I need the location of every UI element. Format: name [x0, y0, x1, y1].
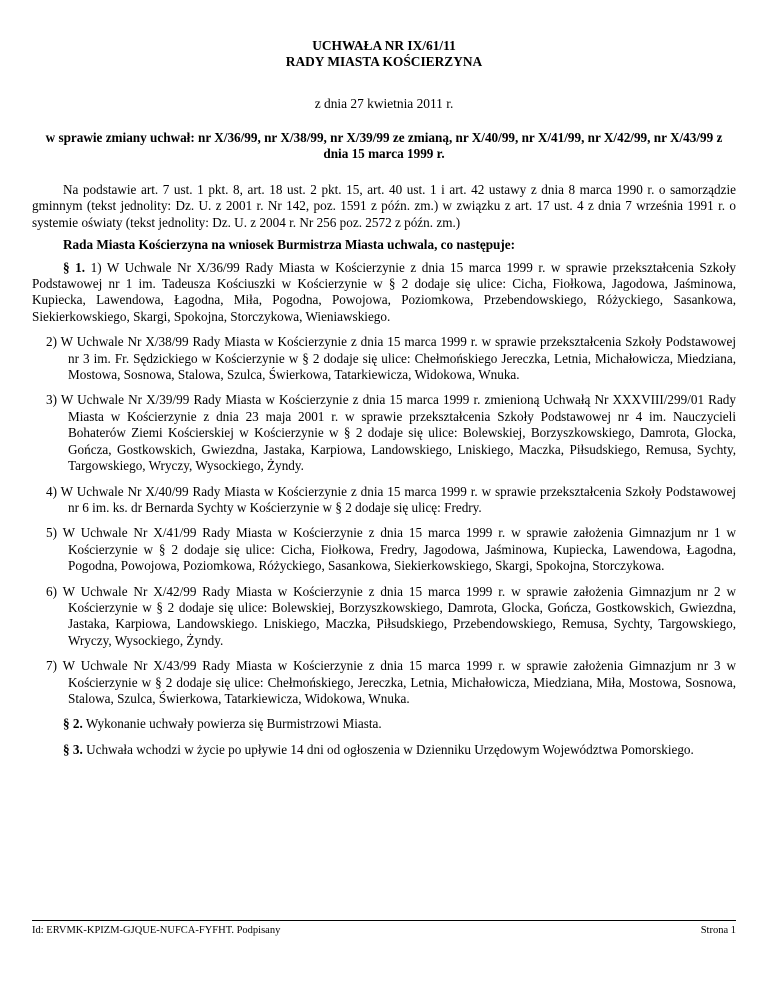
resolution-subject: w sprawie zmiany uchwał: nr X/36/99, nr X/38/99, nr X/39/99 ze zmianą, nr X/40/99, nr X/41/99, nr X/42/99, nr X/43/99 z dnia 15 marca 1999 r. — [45, 130, 723, 162]
list-item: 4) W Uchwale Nr X/40/99 Rady Miasta w Kościerzynie z dnia 15 marca 1999 r. w sprawie przekształcenia Szkoły Podstawowej nr 6 im. ks. dr Bernarda Sychty w Kościerzynie w § 2 dodaje się ulicę: Fredry. — [46, 483, 736, 515]
paragraph-2-label: § 2. — [63, 716, 83, 732]
paragraph-2-text: Wykonanie uchwały powierza się Burmistrzowi Miasta. — [85, 716, 382, 732]
paragraph-3 — [32, 742, 736, 758]
resolution-date: z dnia 27 kwietnia 2011 r. — [314, 96, 454, 111]
footer-divider — [32, 920, 736, 921]
paragraph-1 — [32, 260, 736, 326]
paragraph-1-label: § 1. — [63, 259, 86, 275]
resolves-statement: Rada Miasta Kościerzyna na wniosek Burmistrza Miasta uchwala, co następuje: — [63, 237, 516, 253]
paragraph-2 — [32, 716, 736, 732]
document-id: Id: ERVMK-KPIZM-GJQUE-NUFCA-FYFHT. Podpisany — [32, 925, 281, 936]
legal-basis: Na podstawie art. 7 ust. 1 pkt. 8, art. 18 ust. 2 pkt. 15, art. 40 ust. 1 i art. 42 ustawy z dnia 8 marca 1990 r. o samorządzie gminnym (tekst jednolity: Dz. U. z 2001 r. Nr 142, poz. 1591 z późn. zm.) w związku z art. 17 ust. 4 z dnia 7 września 1991 r. o systemie oświaty (tekst jednolity: Dz. U. z 2004 r. Nr 256 poz. 2572 z późn. zm.) — [32, 182, 736, 230]
resolution-body — [32, 182, 736, 758]
list-item: 7) W Uchwale Nr X/43/99 Rady Miasta w Kościerzynie z dnia 15 marca 1999 r. w sprawie założenia Gimnazjum nr 3 w Kościerzynie w § 2 dodaje się ulice: Chełmońskiego, Jereczka, Letnia, Michałowicza, Miedziana, Miła, Mostowa, Sosnowa, Stalowa, Szulca, Świerkowa, Tatarkiewicza, Widokowa, Wnuka. — [46, 658, 736, 706]
list-item: 6) W Uchwale Nr X/42/99 Rady Miasta w Kościerzynie z dnia 15 marca 1999 r. w sprawie założenia Gimnazjum nr 2 w Kościerzynie w § 2 dodaje się ulice: Bolewskiej, Borzyszkowskiego, Damrota, Glocka, Gończa, Gostkowskich, Gwiezdna, Jastaka, Karpiowa, Landowskiego. Lniskiego, Maczka, Piłsudskiego, Przebendowskiego, Remusa, Sychty, Targowskiego, Wryczy, Wysockiego, Żyndy. — [46, 583, 736, 648]
title-line-2: RADY MIASTA KOŚCIERZYNA — [285, 54, 483, 69]
paragraph-3-label: § 3. — [63, 741, 83, 757]
list-item: 5) W Uchwale Nr X/41/99 Rady Miasta w Kościerzynie z dnia 15 marca 1999 r. w sprawie założenia Gimnazjum nr 1 w Kościerzynie w § 2 dodaje się ulice: Cicha, Fiołkowa, Fredry, Jagodowa, Jaśminowa, Kupiecka, Lawendowa, Łagodna, Pogodna, Powojowa, Poziomkowa, Różyckiego, Sasankowa, Siekierkowskiego, Skargi, Spokojna, Storczykowa. — [46, 525, 736, 574]
list-item: 3) W Uchwale Nr X/39/99 Rady Miasta w Kościerzynie z dnia 15 marca 1999 r. zmienioną Uchwałą Nr XXXVIII/299/01 Rady Miasta w Kościerzynie z dnia 23 maja 2001 r. w sprawie przekształcenia Szkoły Podstawowej nr 4 im. Nauczycieli Bohaterów Ziemi Kościerskiej w Kościerzynie w § 2 dodaje się ulice: Bolewskiej, Borzyszkowskiego, Damrota, Glocka, Gończa, Gostkowskich, Gwiezdna, Jastaka, Karpiowa, Landowskiego, Lniskiego, Maczka, Piłsudskiego, Remusa, Sychty, Targowskiego, Wryczy, Wysockiego, Żyndy. — [46, 392, 736, 474]
resolution-title — [0, 38, 768, 70]
page-number: Strona 1 — [700, 925, 736, 936]
title-line-1: UCHWAŁA NR IX/61/11 — [312, 38, 456, 53]
paragraph-1-item-1: 1) W Uchwale Nr X/36/99 Rady Miasta w Kościerzynie z dnia 15 marca 1999 r. w sprawie przekształcenia Szkoły Podstawowej nr 1 im. Tadeusza Kościuszki w Kościerzynie w § 2 dodaje się ulice: Cicha, Fiołkowa, Jagodowa, Jaśminowa, Kupiecka, Lawendowa, Łagodna, Miła, Pogodna, Powojowa, Poziomkowa, Przebendowskiego, Różyckiego, Sasankowa, Siekierkowskiego, Skargi, Spokojna, Storczykowa, Wieniawskiego. — [32, 259, 737, 324]
paragraph-3-text: Uchwała wchodzi w życie po upływie 14 dni od ogłoszenia w Dzienniku Urzędowym Województwa Pomorskiego. — [86, 741, 694, 757]
list-item: 2) W Uchwale Nr X/38/99 Rady Miasta w Kościerzynie z dnia 15 marca 1999 r. w sprawie przekształcenia Szkoły Podstawowej nr 3 im. Fr. Sędzickiego w Kościerzynie w § 2 dodaje się ulice: Chełmońskiego Jereczka, Letnia, Michałowicza, Miedziana, Mostowa, Sosnowa, Stalowa, Szulca, Świerkowa, Tatarkiewicza, Widokowa, Wnuka. — [46, 334, 736, 383]
